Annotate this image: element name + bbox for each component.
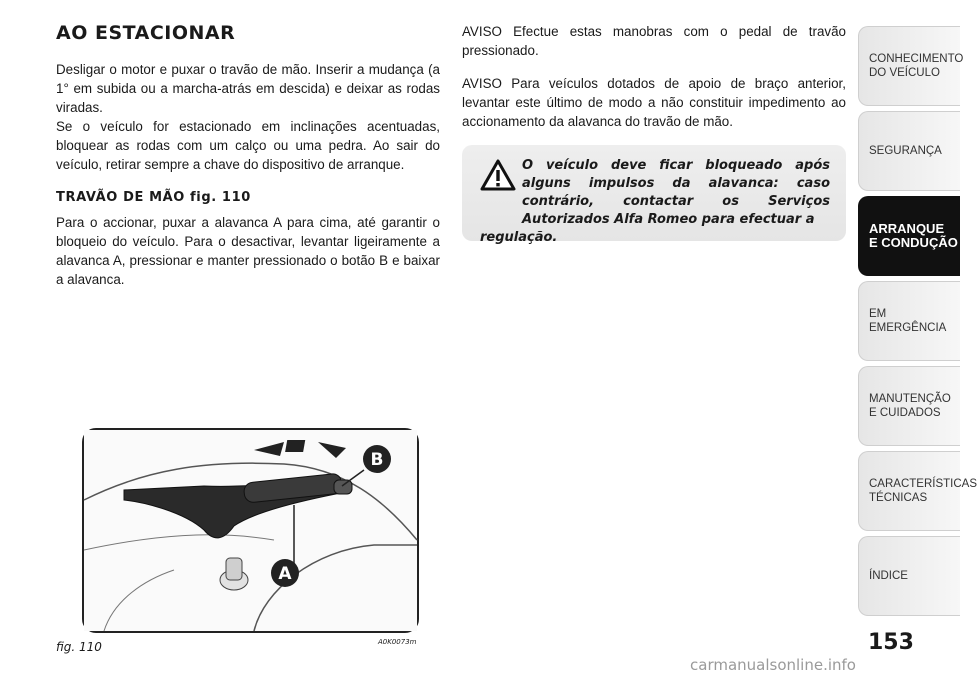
figure-code: A0K0073m (378, 638, 417, 646)
tab-conhecimento[interactable]: CONHECIMENTO DO VEÍCULO (858, 26, 960, 106)
label-a: A (278, 564, 292, 584)
tab-caracteristicas[interactable]: CARACTERÍSTICAS TÉCNICAS (858, 451, 960, 531)
section-title: AO ESTACIONAR (56, 22, 236, 44)
handbrake-figure (82, 428, 419, 633)
watermark: carmanualsonline.info (690, 656, 856, 674)
left-column (56, 22, 440, 289)
tab-seguranca[interactable]: SEGURANÇA (858, 111, 960, 191)
warning-box (462, 145, 846, 245)
label-b: B (370, 450, 384, 470)
tab-emergencia[interactable]: EM EMERGÊNCIA (858, 281, 960, 361)
parking-paragraph: Desligar o motor e puxar o travão de mão. Inserir a mudança (a 1° em subida ou a marcha-atrás em descida) e deixar as rodas viradas. (56, 62, 440, 115)
right-column (462, 22, 846, 131)
warning-text: O veículo deve ficar bloqueado após alguns impulsos da alavanca: caso contrário, contactar os Serviços Autorizados Alfa Romeo para efectuar a (522, 158, 830, 227)
tab-arranque[interactable]: ARRANQUE E CONDUÇÃO (858, 196, 960, 276)
section-tabs (858, 26, 977, 621)
figure-caption: fig. 110 (56, 640, 102, 654)
handbrake-illustration (84, 430, 417, 631)
slope-paragraph: Se o veículo for estacionado em inclinações acentuadas, bloquear as rodas com um calço ou uma pedra. Ao sair do veículo, retirar sempre a chave do dispositivo de arranque. (56, 119, 440, 172)
aviso-pedal: AVISO Efectue estas manobras com o pedal de travão pressionado. (462, 24, 846, 58)
handbrake-paragraph: Para o accionar, puxar a alavanca A para cima, até garantir o bloqueio do veículo. Para o desactivar, levantar ligeiramente a alavanca A, pressionar e manter pressionado o botão B e baixar a alavanca. (56, 215, 440, 287)
tab-manutencao[interactable]: MANUTENÇÃO E CUIDADOS (858, 366, 960, 446)
tab-indice[interactable]: ÍNDICE (858, 536, 960, 616)
warning-text-end: regulação. (480, 230, 558, 245)
handbrake-subtitle: TRAVÃO DE MÃO fig. 110 (56, 190, 251, 205)
aviso-armrest: AVISO Para veículos dotados de apoio de braço anterior, levantar este último de modo a não constituir impedimento ao accionamento da alavanca do travão de mão. (462, 76, 846, 129)
page-number: 153 (868, 630, 914, 655)
